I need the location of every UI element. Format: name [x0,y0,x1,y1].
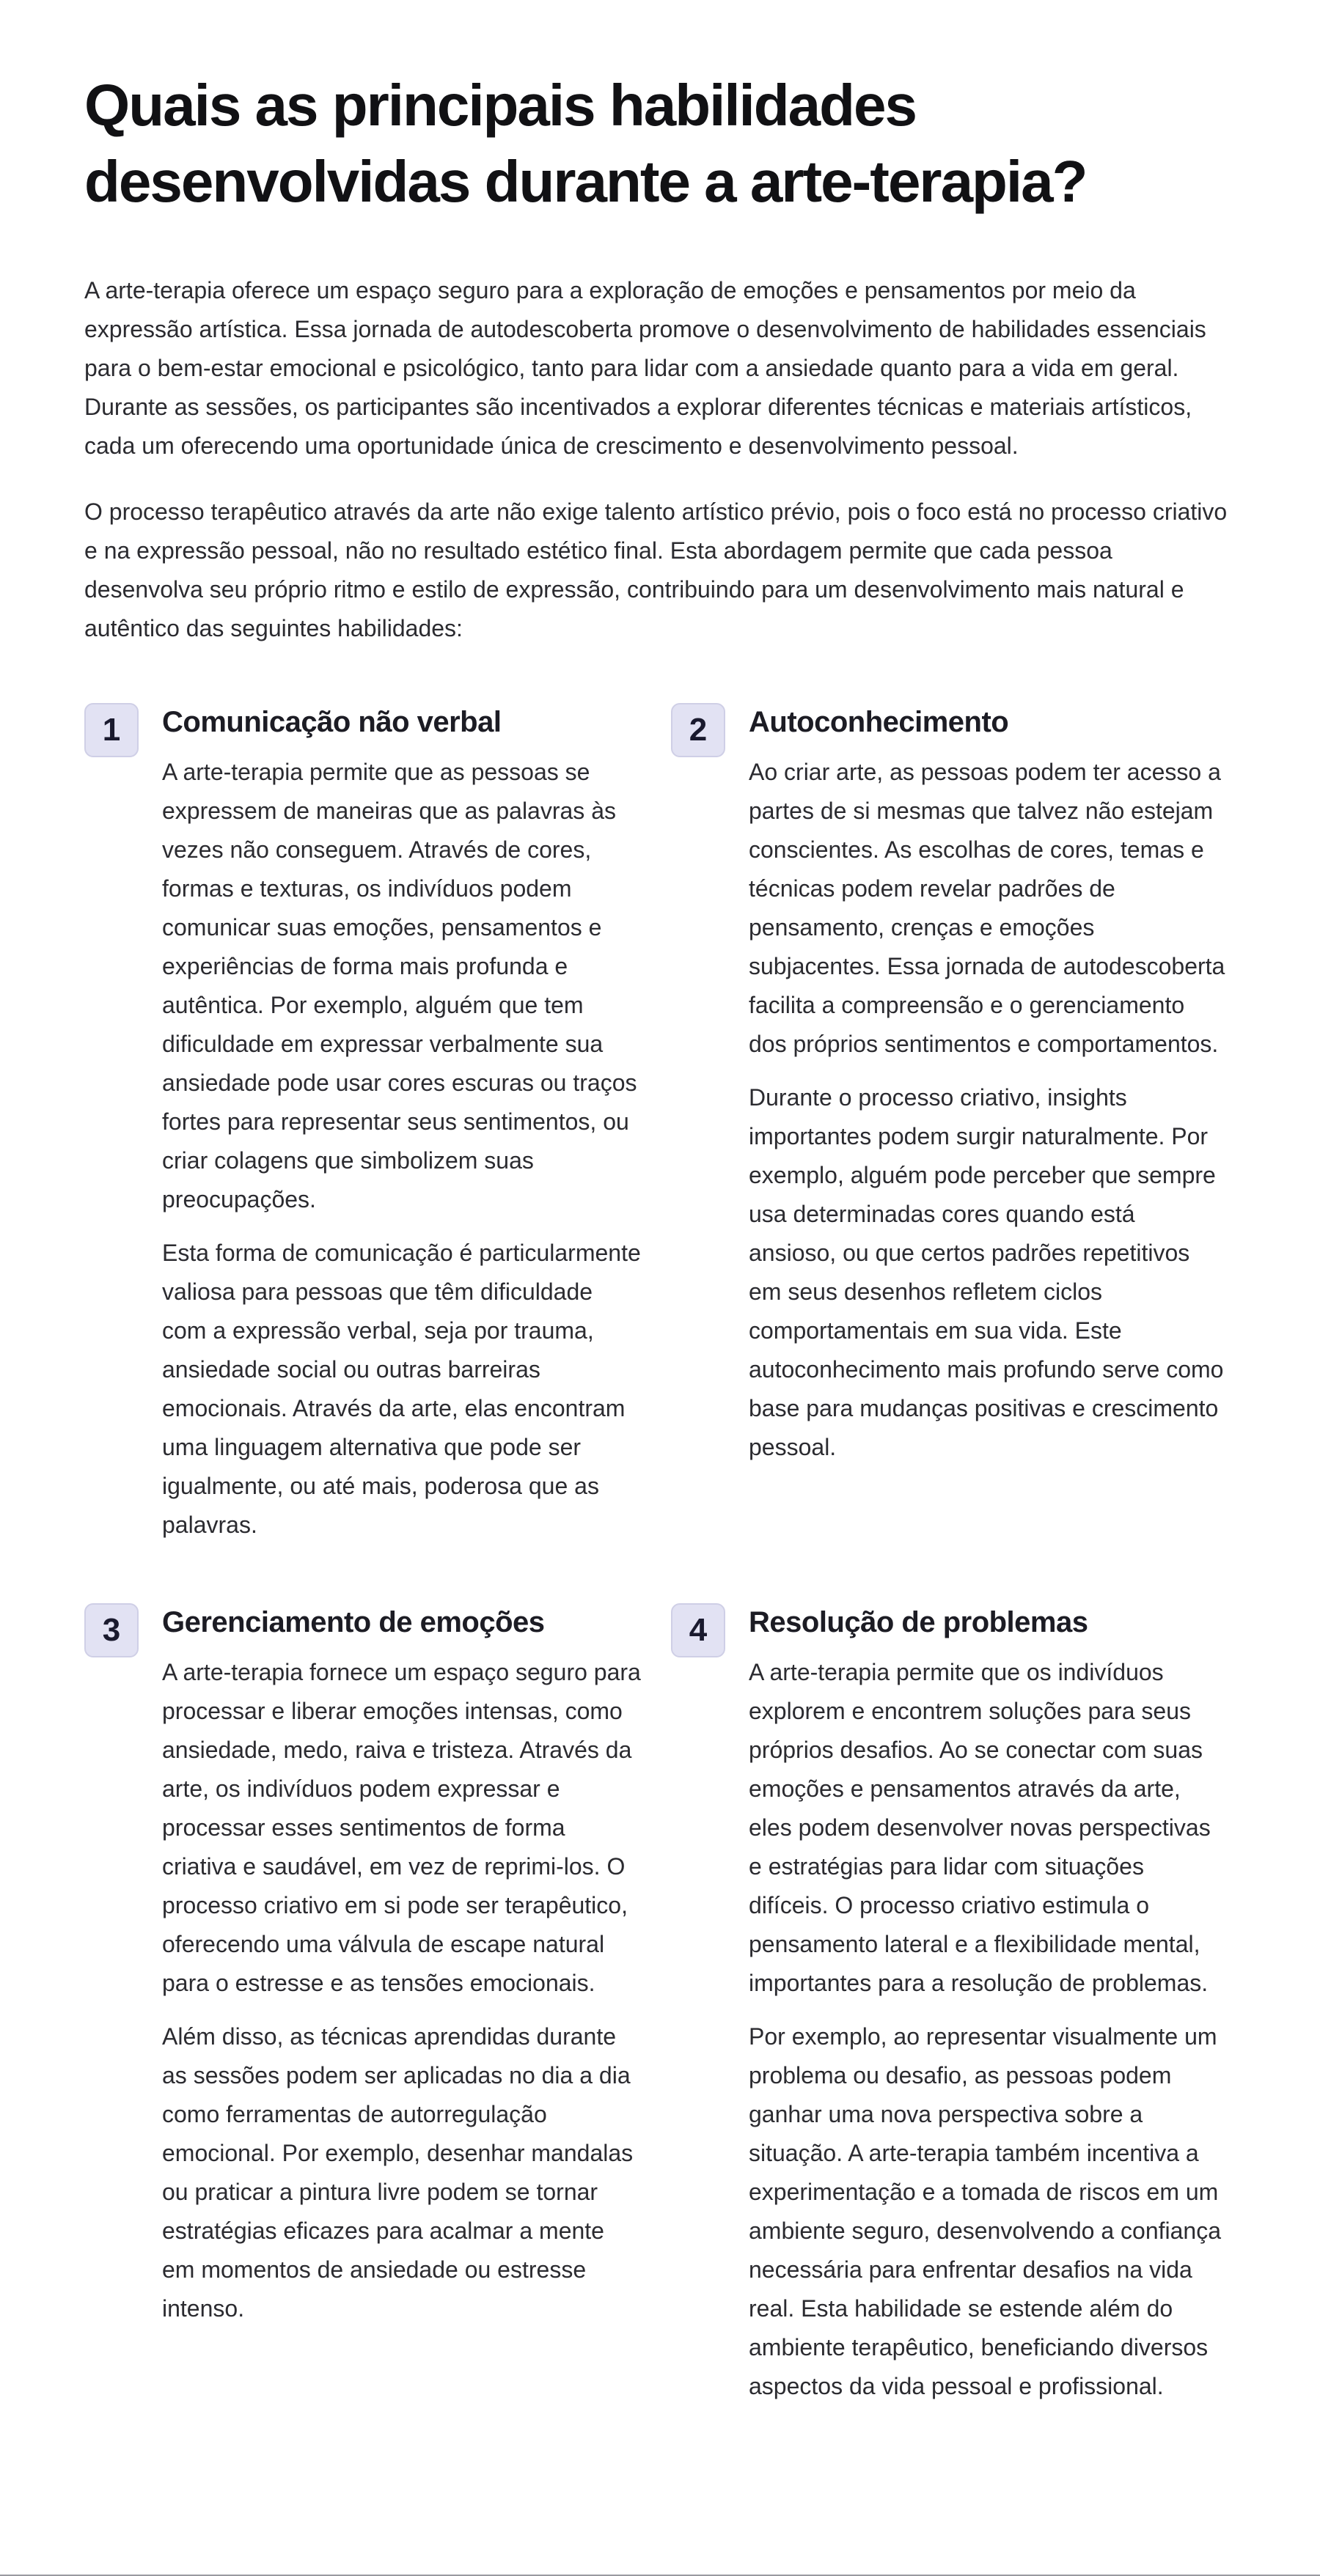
skill-number-badge: 4 [671,1603,725,1657]
skill-paragraph: Ao criar arte, as pessoas podem ter acesso a partes de si mesmas que talvez não estejam conscientes. As escolhas de cores, temas e técnicas podem revelar padrões de pensamento, crenças e emoções subjacentes. Essa jornada de autodescoberta facilita a compreensão e o gerenciamento dos próprios sentimentos e comportamentos. [749,759,1225,1057]
skill-title: Autoconhecimento [749,706,1009,738]
skill-paragraph: A arte-terapia permite que as pessoas se expressem de maneiras que as palavras às vezes não conseguem. Através de cores, formas e texturas, os indivíduos podem comunicar suas emoções, pensamentos e experiências de forma mais profunda e autêntica. Por exemplo, alguém que tem dificuldade em expressar verbalmente sua ansiedade pode usar cores escuras ou traços fortes para representar seus sentimentos, ou criar colagens que simbolizem suas preocupações. [162,759,637,1212]
article [84,0,1236,2406]
skill-card-body [749,703,1228,1467]
skill-number-badge: 1 [84,703,139,757]
skill-paragraph: Por exemplo, ao representar visualmente um problema ou desafio, as pessoas podem ganhar uma nova perspectiva sobre a situação. A arte-terapia também incentiva a experimentação e a tomada de riscos em um ambiente seguro, desenvolvendo a confiança necessária para enfrentar desafios na vida real. Esta habilidade se estende além do ambiente terapêutico, beneficiando diversos aspectos da vida pessoal e profissional. [749,2023,1221,2399]
skill-paragraph: Durante o processo criativo, insights importantes podem surgir naturalmente. Por exemplo, alguém pode perceber que sempre usa determinadas cores quando está ansioso, ou que certos padrões repetitivos em seus desenhos refletem ciclos comportamentais em sua vida. Este autoconhecimento mais profundo serve como base para mudanças positivas e crescimento pessoal. [749,1084,1224,1460]
skills-grid [84,703,1236,2406]
skill-card-body [162,1603,642,2328]
skill-title: Resolução de problemas [749,1606,1088,1638]
intro-paragraph-2: O processo terapêutico através da arte não exige talento artístico prévio, pois o foco está no processo criativo e na expressão pessoal, não no resultado estético final. Esta abordagem permite que cada pessoa desenvolva seu próprio ritmo e estilo de expressão, contribuindo para um desenvolvimento mais natural e autêntico das seguintes habilidades: [84,498,1228,641]
intro-section [84,271,1236,648]
skill-number-badge: 2 [671,703,725,757]
skill-number-badge: 3 [84,1603,139,1657]
skill-text [162,753,642,1545]
intro-paragraph-1: A arte-terapia oferece um espaço seguro para a exploração de emoções e pensamentos por meio da expressão artística. Essa jornada de autodescoberta promove o desenvolvimento de habilidades essenciais para o bem-estar emocional e psicológico, tanto para lidar com a ansiedade quanto para a vida em geral. Durante as sessões, os participantes são incentivados a explorar diferentes técnicas e materiais artísticos, cada um oferecendo uma oportunidade única de crescimento e desenvolvimento pessoal. [84,277,1206,459]
skill-card-1 [84,703,642,1545]
skill-card-body [749,1603,1228,2406]
skill-paragraph: Além disso, as técnicas aprendidas durante as sessões podem ser aplicadas no dia a dia como ferramentas de autorregulação emocional. Por exemplo, desenhar mandalas ou praticar a pintura livre podem se tornar estratégias eficazes para acalmar a mente em momentos de ansiedade ou estresse intenso. [162,2023,634,2322]
skill-card-body [162,703,642,1545]
skill-card-4 [671,1603,1228,2406]
page-title: Quais as principais habilidades desenvolvidas durante a arte-terapia? [84,73,1087,214]
skill-text [749,1653,1228,2406]
skill-paragraph: A arte-terapia permite que os indivíduos explorem e encontrem soluções para seus próprios desafios. Ao se conectar com suas emoções e pensamentos através da arte, eles podem desenvolver novas perspectivas e estratégias para lidar com situações difíceis. O processo criativo estimula o pensamento lateral e a flexibilidade mental, importantes para a resolução de problemas. [749,1659,1211,1996]
skill-title: Gerenciamento de emoções [162,1606,545,1638]
skill-card-2 [671,703,1228,1545]
skill-title: Comunicação não verbal [162,706,502,738]
skill-card-3 [84,1603,642,2406]
skill-text [749,753,1228,1467]
skill-text [162,1653,642,2328]
skill-paragraph: Esta forma de comunicação é particularmente valiosa para pessoas que têm dificuldade com a expressão verbal, seja por trauma, ansiedade social ou outras barreiras emocionais. Através da arte, elas encontram uma linguagem alternativa que pode ser igualmente, ou até mais, poderosa que as palavras. [162,1240,641,1538]
skill-paragraph: A arte-terapia fornece um espaço seguro para processar e liberar emoções intensas, como ansiedade, medo, raiva e tristeza. Através da arte, os indivíduos podem expressar e processar esses sentimentos de forma criativa e saudável, em vez de reprimi-los. O processo criativo em si pode ser terapêutico, oferecendo uma válvula de escape natural para o estresse e as tensões emocionais. [162,1659,641,1996]
